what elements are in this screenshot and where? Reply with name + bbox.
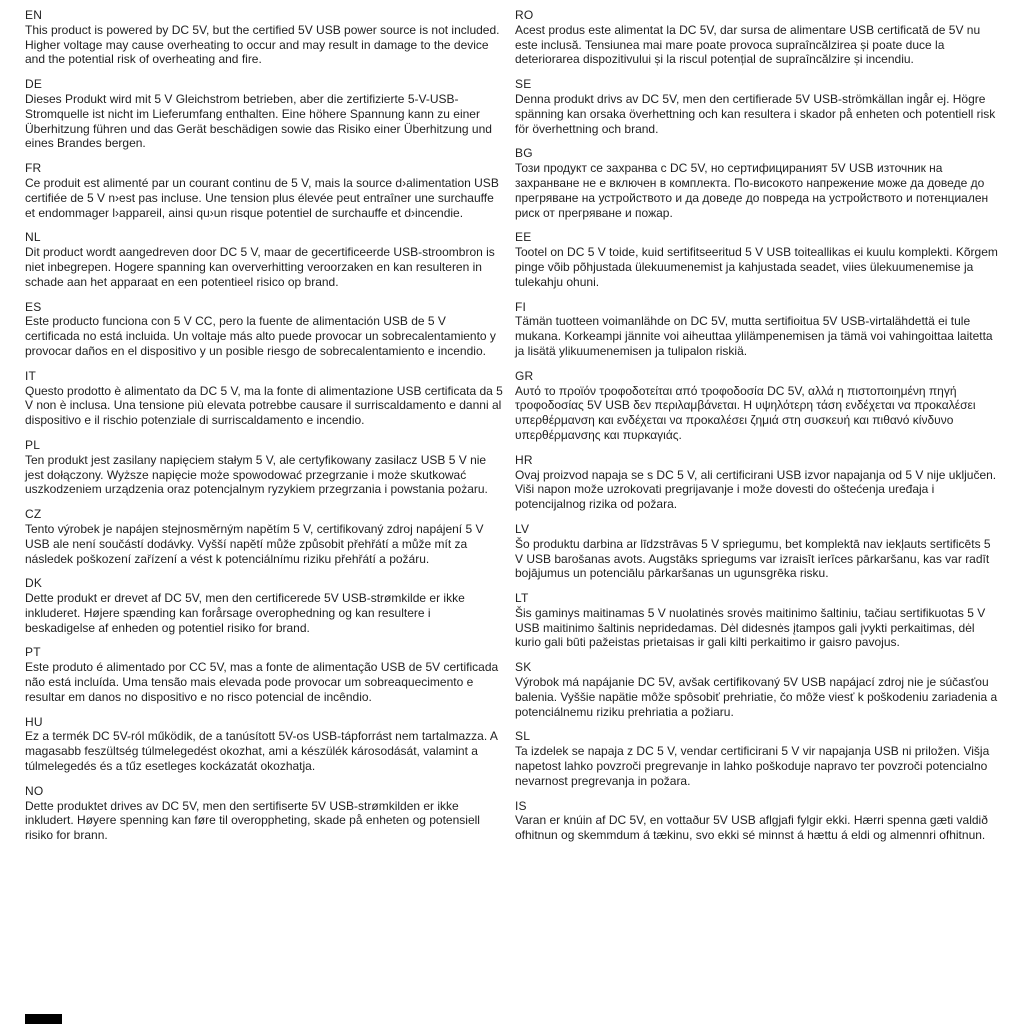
language-code-label: PL (25, 437, 41, 452)
language-section-sl (515, 729, 1000, 788)
language-section-en (25, 8, 503, 67)
right-column (515, 8, 1000, 853)
language-code-label: DK (25, 576, 43, 591)
warning-text: Ovaj proizvod napaja se s DC 5 V, ali certificirani USB izvor napajanja od 5 V nije uključen. Viši napon može uzrokovati pregrijavanje i može dovesti do oštećenja uređaja i potencijalnog rizika od požara. (515, 467, 997, 512)
language-code-label: ES (25, 299, 42, 314)
language-section-sk (515, 660, 1000, 719)
warning-text: Denna produkt drivs av DC 5V, men den certifierade 5V USB-strömkällan ingår ej. Högre spänning kan orsaka överhettning och kan resultera i skador på enheten och potentiell risk för överhettning och brand. (515, 91, 996, 136)
language-code-label: DE (25, 77, 43, 92)
warning-text: Tootel on DC 5 V toide, kuid sertifitseeritud 5 V USB toiteallikas ei kuulu komplekti. Kõrgem pinge võib põhjustada ülekuumenemist ja kahjustada seadet, viies ülekuumenemise ja tulekahju ohuni. (515, 245, 998, 289)
warning-text: Šo produktu darbina ar līdzstrāvas 5 V spriegumu, bet komplektā nav iekļauts sertificēts 5 V USB barošanas avots. Augstāks spriegums var izraisīt ierīces pārkaršanu, kas var radīt bojājumus un potenciālu pārkaršanas un ugunsgrēka risku. (515, 536, 991, 581)
warning-text: Dieses Produkt wird mit 5 V Gleichstrom betrieben, aber die zertifizierte 5-V-USB-Stromquelle ist nicht im Lieferumfang enthalten. Eine höhere Spannung kann zu einer Überhitzung führen und das Gerät beschädigen sowie das Risiko einer Überhitzung und eines Brandes bergen. (25, 91, 492, 151)
warning-text: Acest produs este alimentat la DC 5V, dar sursa de alimentare USB certificată de 5V nu este inclusă. Tensiunea mai mare poate provoca supraîncălzirea și poate duce la deteriorarea dispozitivului și la riscul potențial de supraîncălzire și incendiu. (515, 22, 981, 67)
warning-text: Šis gaminys maitinamas 5 V nuolatinės srovės maitinimo šaltiniu, tačiau sertifikuotas 5 V USB maitinimo šaltinis nepridedamas. Dėl didesnės įtampos gali įvykti perkaitimas, dėl kurio gali būti pažeistas prietaisas ir gali kilti perkaitimo ir gaisro pavojus. (515, 605, 986, 650)
language-section-is (515, 799, 1000, 843)
warning-text: Výrobok má napájanie DC 5V, avšak certifikovaný 5V USB napájací zdroj nie je súčasťou balenia. Vyššie napätie môže spôsobiť prehriatie, čo môže viesť k poškodeniu zariadenia a potenciálnemu riziku prehriatia a požiaru. (515, 675, 998, 719)
warning-text: Dit product wordt aangedreven door DC 5 V, maar de gecertificeerde USB-stroombron is niet inbegrepen. Hogere spanning kan oververhitting veroorzaken en kan resulteren in schade aan het apparaat en een potentieel risico op brand. (25, 245, 495, 289)
language-code-label: LV (515, 521, 530, 536)
language-section-fi (515, 300, 1000, 359)
warning-text: Tento výrobek je napájen stejnosměrným napětím 5 V, certifikovaný zdroj napájení 5 V USB ale není součástí dodávky. Vyšší napětí může způsobit přehřátí a může mít za následek poškození zařízení a vést k potenciálnímu riziku přehřátí a požáru. (25, 521, 484, 566)
warning-text: Este producto funciona con 5 V CC, pero la fuente de alimentación USB de 5 V certificada no está incluida. Un voltaje más alto puede provocar un sobrecalentamiento y provocar daños en el dispositivo y un posible riesgo de sobrecalentamiento e incendio. (25, 314, 496, 358)
language-section-ee (515, 230, 1000, 289)
language-code-label: SL (515, 729, 531, 744)
language-code-label: LT (515, 591, 529, 606)
language-section-bg (515, 146, 1000, 220)
language-code-label: RO (515, 8, 534, 22)
warning-text: Αυτό το προϊόν τροφοδοτείται από τροφοδοσία DC 5V, αλλά η πιστοποιημένη πηγή τροφοδοσίας 5V USB δεν περιλαμβάνεται. Η υψηλότερη τάση ενδέχεται να προκαλέσει υπερθέρμανση και ενδέχεται να προκαλέσει ζημιά στη συσκευή και πιθανό κίνδυνο υπερθέρμανσης και πυρκαγιάς. (515, 383, 976, 442)
language-section-pt (25, 645, 503, 704)
language-code-label: BG (515, 146, 533, 161)
language-code-label: IS (515, 798, 527, 813)
language-section-hr (515, 453, 1000, 512)
warning-text: Ez a termék DC 5V-ról működik, de a tanúsított 5V-os USB-tápforrást nem tartalmazza. A magasabb feszültség túlmelegedést okozhat, ami a készülék károsodását, valamint a túlmelegedés és a tűz esetleges kockázatát okozhatja. (25, 729, 498, 774)
language-section-es (25, 300, 503, 359)
warning-text: Dette produkt er drevet af DC 5V, men den certificerede 5V USB-strømkilde er ikke inkluderet. Højere spænding kan forårsage overophedning og kan resultere i beskadigelse af enheden og potentiel risiko for brand. (25, 591, 465, 635)
language-code-label: FR (25, 161, 42, 176)
language-code-label: PT (25, 645, 41, 660)
language-code-label: SE (515, 77, 532, 92)
warning-text: Ta izdelek se napaja z DC 5 V, vendar certificirani 5 V vir napajanja USB ni priložen. Višja napetost lahko povzroči pregrevanje in lahko poškoduje napravo ter povzroči potencialno nevarnost pregrevanja in požara. (515, 744, 990, 788)
language-section-no (25, 784, 503, 843)
warning-text: Varan er knúin af DC 5V, en vottaður 5V USB aflgjafi fylgir ekki. Hærri spenna gæti valdið ofhitnun og skemmdum á tækinu, svo ekki sé minnst á hættu á eldi og almennri ofhitnun. (515, 813, 988, 843)
language-section-gr (515, 369, 1000, 443)
language-section-it (25, 369, 503, 428)
language-code-label: IT (25, 368, 37, 383)
warning-text: Tämän tuotteen voimanlähde on DC 5V, mutta sertifioitua 5V USB-virtalähdettä ei tule mukana. Korkeampi jännite voi aiheuttaa ylilämpenemisen ja tämä voi vahingoittaa laitetta ja lisätä ylikuumenemisen ja tulipalon riskiä. (515, 314, 993, 358)
language-code-label: SK (515, 660, 532, 675)
warning-text: Questo prodotto è alimentato da DC 5 V, ma la fonte di alimentazione USB certificata da 5 V non è inclusa. Una tensione più elevata potrebbe causare il surriscaldamento e danni al dispositivo e il rischio potenziale di surriscaldamento e incendio. (25, 383, 503, 428)
language-code-label: EN (25, 8, 43, 22)
language-section-de (25, 77, 503, 151)
warning-text: Este produto é alimentado por CC 5V, mas a fonte de alimentação USB de 5V certificada não está incluída. Uma tensão mais elevada pode provocar um sobreaquecimento e resultar em danos no dispositivo e no risco potencial de incêndio. (25, 660, 499, 704)
language-code-label: HR (515, 452, 533, 467)
language-section-ro (515, 8, 1000, 67)
language-section-se (515, 77, 1000, 136)
language-code-label: EE (515, 230, 532, 245)
language-code-label: NL (25, 230, 41, 245)
language-section-cz (25, 507, 503, 566)
language-section-lv (515, 522, 1000, 581)
warning-text: Dette produktet drives av DC 5V, men den sertifiserte 5V USB-strømkilden er ikke inkludert. Høyere spenning kan føre til overoppheting, skade på enheten og potensiell risiko for brann. (25, 798, 480, 843)
warning-text: Този продукт се захранва с DC 5V, но сертифицираният 5V USB източник на захранване не е включен в комплекта. По-високото напрежение може да доведе до прегряване на устройството и да доведе до повреда на устройството и потенциален риск от прегряване и пожар. (515, 161, 989, 220)
warning-text: Ce produit est alimenté par un courant continu de 5 V, mais la source d›alimentation USB certifiée de 5 V n›est pas incluse. Une tension plus élevée peut entraîner une surchauffe et endommager l›appareil, ainsi qu›un risque potentiel de surchauffe et d›incendie. (25, 175, 499, 220)
language-code-label: FI (515, 299, 527, 314)
language-section-pl (25, 438, 503, 497)
language-section-hu (25, 715, 503, 774)
warning-text: Ten produkt jest zasilany napięciem stałym 5 V, ale certyfikowany zasilacz USB 5 V nie jest dołączony. Wyższe napięcie może spowodować przegrzanie i może skutkować uszkodzeniem urządzenia oraz potencjalnym ryzykiem przegrzania i powstania pożaru. (25, 452, 488, 497)
language-code-label: HU (25, 714, 43, 729)
language-section-lt (515, 591, 1000, 650)
language-code-label: CZ (25, 507, 42, 522)
language-section-dk (25, 576, 503, 635)
page-corner-mark (25, 1014, 62, 1024)
left-column (25, 8, 503, 853)
language-section-nl (25, 230, 503, 289)
language-code-label: NO (25, 783, 44, 798)
warning-text: This product is powered by DC 5V, but the certified 5V USB power source is not included. Higher voltage may cause overheating to occur and may result in damage to the device and the potential risk of overheating and fire. (25, 22, 500, 67)
language-code-label: GR (515, 368, 534, 383)
language-section-fr (25, 161, 503, 220)
